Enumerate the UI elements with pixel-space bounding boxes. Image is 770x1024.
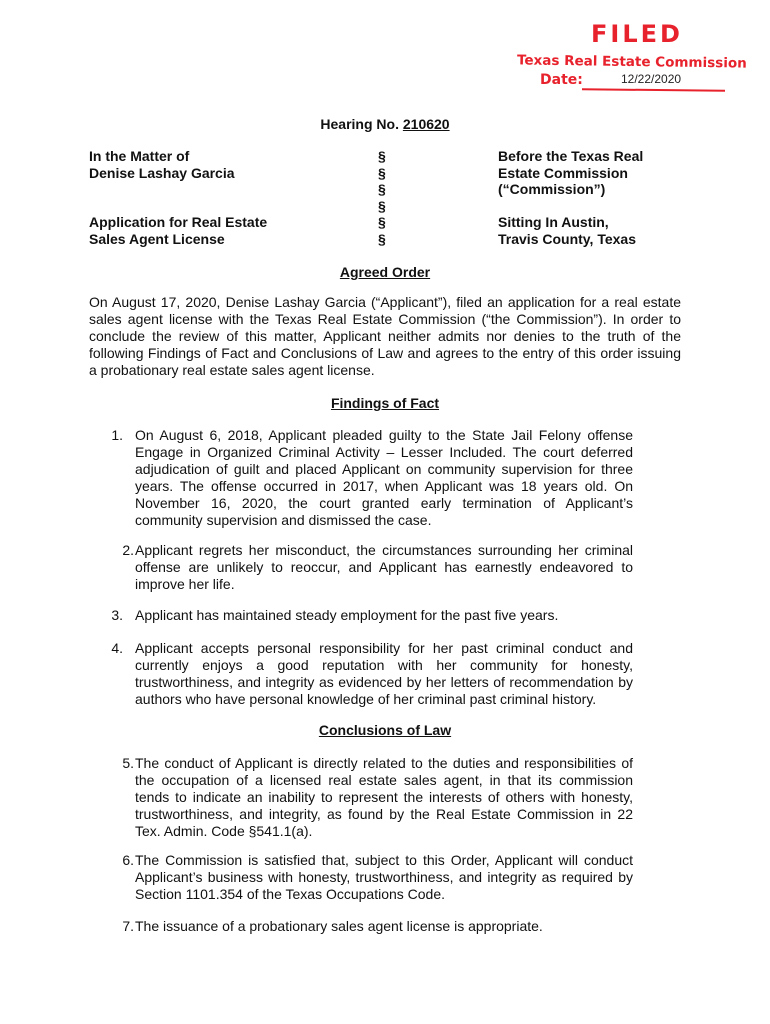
stamp-date-underline [582, 88, 725, 91]
hearing-label: Hearing No. [320, 116, 399, 132]
stamp-agency: Texas Real Estate Commission [516, 52, 747, 72]
item-number: 3. [111, 607, 123, 623]
section-symbol: § [378, 230, 386, 247]
item-text: Applicant accepts personal responsibility for her past criminal conduct and currently enjoys a good reputation with her community for honesty, trustworthiness, and integrity as evidenced by her letters of recommendation by authors who have personal knowledge of her criminal past criminal history. [135, 640, 633, 707]
item-number: 7. [122, 918, 134, 934]
caption-right-line [498, 198, 643, 215]
section-symbol: § [378, 197, 386, 214]
section-symbol: § [378, 214, 386, 230]
stamp-date-label: Date: [540, 72, 583, 88]
findings-of-fact-heading: Findings of Fact [330, 395, 440, 411]
conclusions-of-law-heading: Conclusions of Law [318, 722, 452, 738]
caption-right-line: Estate Commission [498, 164, 628, 181]
caption-right [498, 148, 643, 247]
caption-left-line [89, 181, 267, 198]
agreed-order-intro: On August 17, 2020, Denise Lashay Garcia (“Applicant”), filed an application for a real estate sales agent license with the Texas Real Estate Commission (“the Commission”). In order to conclude the review of this matter, Applicant neither admits nor denies to the truth of the following Findings of Fact and Conclusions of Law and agrees to the entry of this order issuing a probationary real estate sales agent license. [89, 294, 681, 378]
section-symbol: § [378, 181, 386, 197]
caption-left-line: Application for Real Estate [89, 214, 268, 230]
item-text: On August 6, 2018, Applicant pleaded guilty to the State Jail Felony offense Engage in Organized Criminal Activity – Lesser Included. The court deferred adjudication of guilt and placed Applicant on community supervision for three years. The offense occurred in 2017, when Applicant was 18 years old. On November 16, 2020, the court granted early termination of Applicant’s community supervision and dismissed the case. [135, 427, 633, 528]
caption-left-line: In the Matter of [89, 148, 190, 164]
item-text: The conduct of Applicant is directly related to the duties and responsibilities of the occupation of a licensed real estate sales agent, in that its commission tends to indicate an inability to represent the interests of others with honesty, trustworthiness, and integrity, as found by the Real Estate Commission in 22 Tex. Admin. Code §541.1(a). [135, 755, 633, 839]
section-symbol: § [378, 164, 386, 181]
caption-right-line: (“Commission”) [498, 181, 606, 197]
caption-right-line: Before the Texas Real [498, 148, 644, 164]
item-text: Applicant regrets her misconduct, the circumstances surrounding her criminal offense are unlikely to reoccur, and Applicant has earnestly endeavored to improve her life. [135, 542, 633, 592]
item-number: 1. [111, 427, 123, 443]
hearing-number-line [0, 116, 770, 132]
stamp-title: FILED [591, 20, 683, 48]
caption-right-line: Travis County, Texas [498, 230, 636, 247]
item-number: 2. [122, 542, 134, 558]
item-text: The Commission is satisfied that, subject to this Order, Applicant will conduct Applicant’s business with honesty, trustworthiness, and integrity as required by Section 1101.354 of the Texas Occupations Code. [135, 852, 633, 902]
caption-section-symbols [378, 148, 386, 247]
caption-left-line [89, 198, 267, 215]
item-number: 4. [111, 640, 123, 656]
item-number: 5. [122, 755, 134, 771]
hearing-number: 210620 [402, 116, 450, 132]
caption-left-line: Denise Lashay Garcia [89, 164, 235, 181]
item-number: 6. [122, 852, 134, 868]
item-text: The issuance of a probationary sales agent license is appropriate. [135, 918, 543, 934]
caption-left-line: Sales Agent License [89, 230, 225, 247]
section-symbol: § [378, 148, 386, 164]
caption-left [89, 148, 267, 247]
caption-right-line: Sitting In Austin, [498, 214, 609, 230]
item-text: Applicant has maintained steady employment for the past five years. [135, 607, 559, 623]
agreed-order-heading: Agreed Order [339, 264, 431, 280]
stamp-date-value: 12/22/2020 [621, 72, 682, 86]
